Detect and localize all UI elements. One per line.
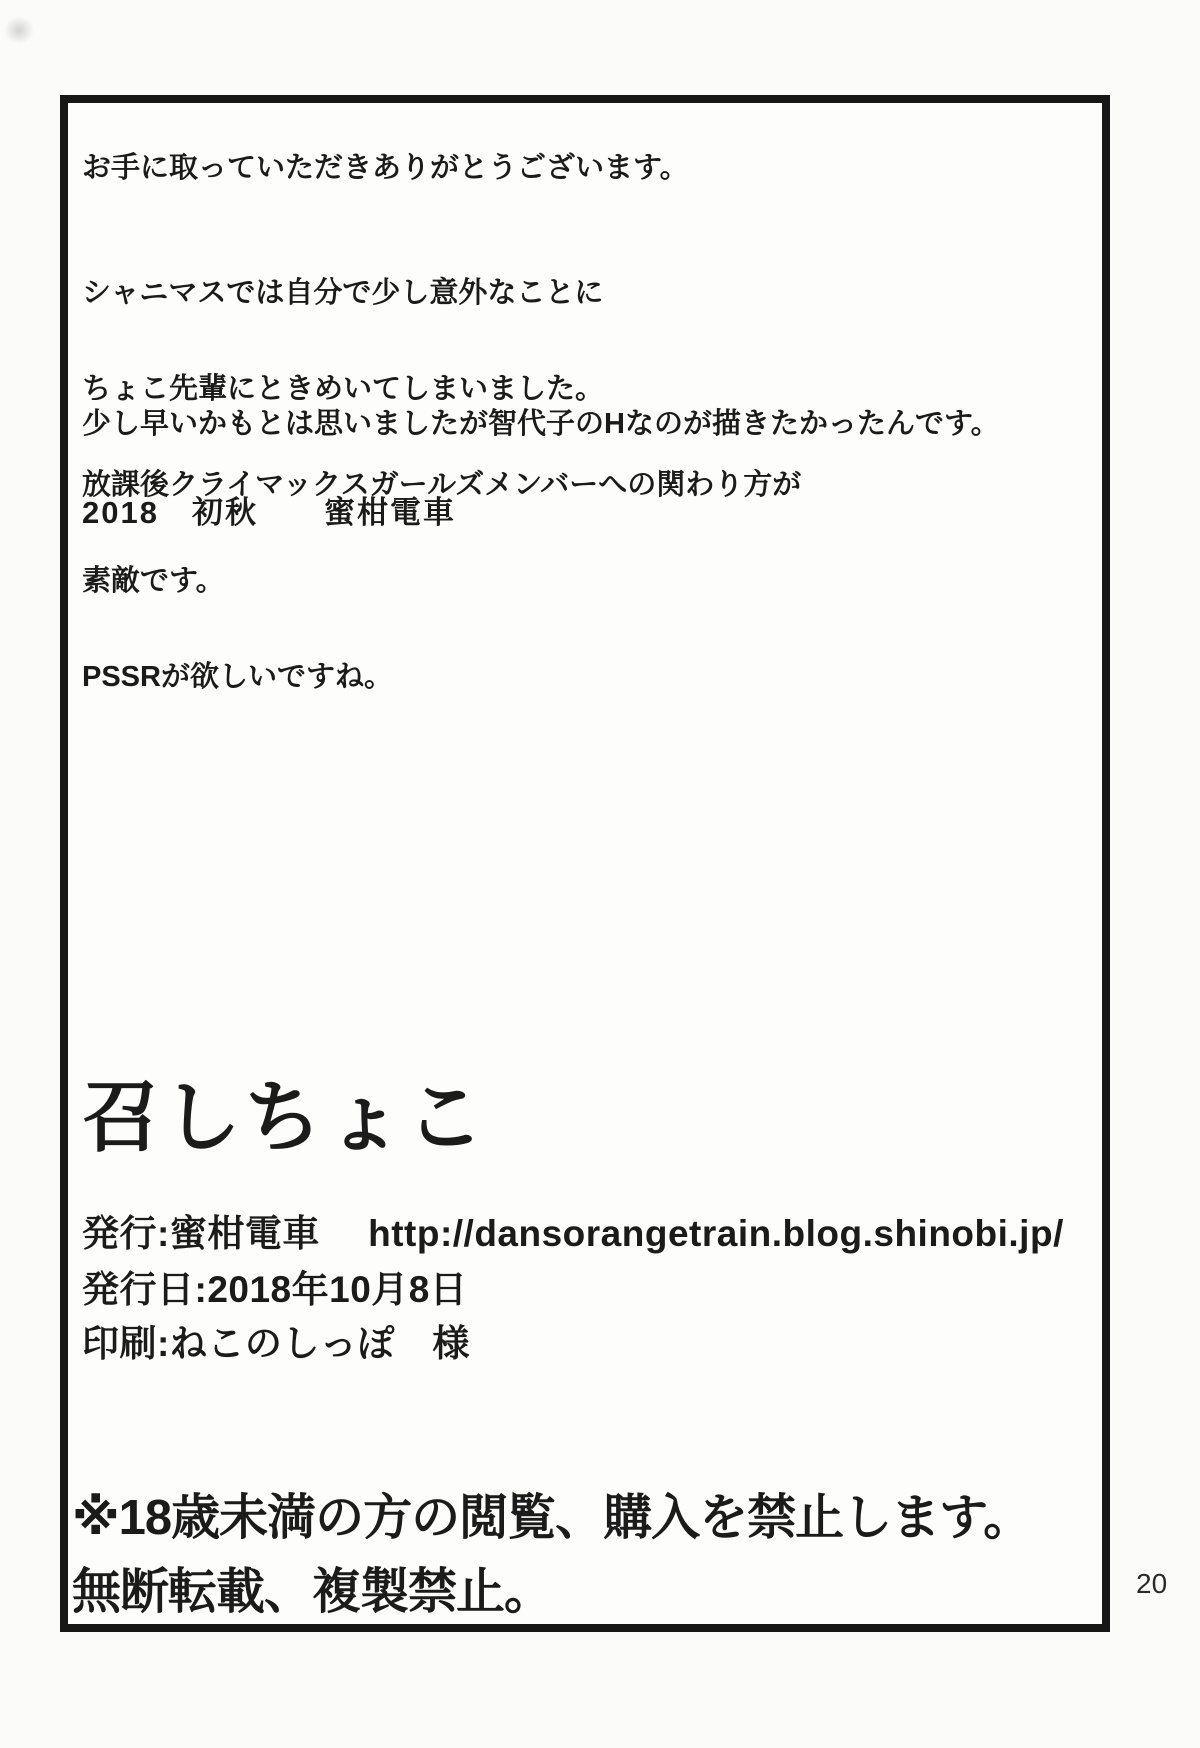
afterword-body-line: シャニマスでは自分で少し意外なことに (82, 277, 604, 309)
greeting-text: お手に取っていただきありがとうございます。 (82, 152, 689, 184)
publisher-line: 発行:蜜柑電車 http://dansorangetrain.blog.shinobi.jp/ (82, 1213, 1064, 1254)
afterword-body-line: PSSRが欲しいですね。 (82, 661, 393, 693)
printer-line: 印刷:ねこのしっぽ 様 (82, 1323, 470, 1364)
no-reproduction-warning: 無断転載、複製禁止。 (72, 1565, 553, 1619)
page-number: 20 (1136, 1568, 1168, 1599)
afterword-body-line: 素敵です。 (82, 565, 225, 597)
scan-artifact (4, 16, 34, 44)
book-title: 召しちょこ (82, 1073, 488, 1161)
issue-date-line: 発行日:2018年10月8日 (82, 1269, 468, 1310)
season-credit-line: 2018 初秋 蜜柑電車 (82, 495, 456, 530)
afterword-body-line: ちょこ先輩にときめいてしまいました。 (82, 373, 605, 405)
closing-remark: 少し早いかもとは思いましたが智代子のHなのが描きたかったんです。 (82, 408, 1000, 440)
afterword-body (82, 213, 801, 757)
page-border-frame (60, 95, 1110, 1632)
age-restriction-warning: ※18歳未満の方の閲覧、購入を禁止します。 (72, 1491, 1032, 1545)
afterword-body-line: 放課後クライマックスガールズメンバーへの関わり方が (82, 469, 802, 501)
